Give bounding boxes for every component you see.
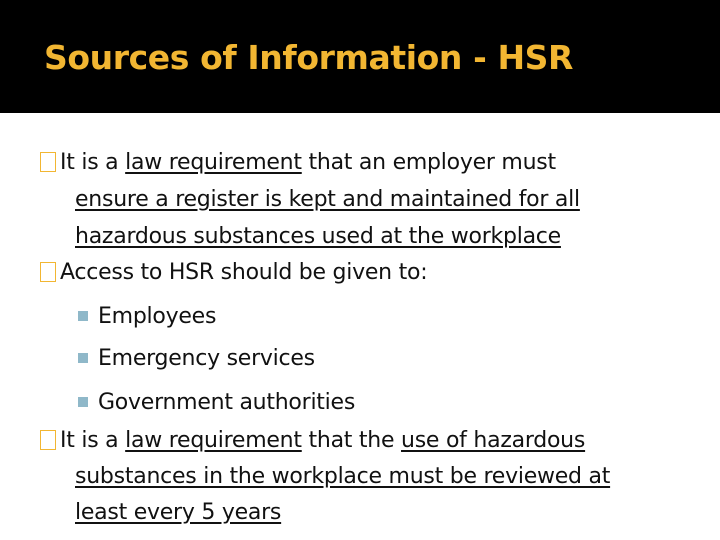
sub-item-label: Emergency services [98, 346, 315, 371]
bullet-box-icon [40, 430, 56, 450]
title-bar [0, 0, 720, 113]
underlined-text-run: ensure a register is kept and maintained for all [75, 187, 580, 212]
text-run: Access to HSR should be given to: [60, 260, 428, 285]
sub-item-emergency-services [78, 346, 315, 372]
bullet-1-line-2 [75, 187, 580, 213]
underlined-text-run: law requirement [125, 150, 302, 175]
underlined-text-run: law requirement [125, 428, 302, 453]
square-bullet-icon [78, 311, 88, 321]
underlined-text-run: hazardous substances used at the workplace [75, 224, 561, 249]
bullet-1-line-1 [40, 150, 556, 176]
bullet-3-line-1 [40, 428, 585, 454]
text-run: that an employer must [301, 150, 556, 175]
text-run: that the [301, 428, 402, 453]
bullet-2-line-1 [40, 260, 427, 286]
underlined-text-run: least every 5 years [75, 500, 282, 525]
text-run: It is a [60, 150, 126, 175]
bullet-box-icon [40, 152, 56, 172]
slide-title: Sources of Information - HSR [44, 38, 574, 77]
text-run: It is a [60, 428, 126, 453]
square-bullet-icon [78, 397, 88, 407]
sub-item-government-authorities [78, 390, 355, 416]
square-bullet-icon [78, 353, 88, 363]
underlined-text-run: substances in the workplace must be reviewed at [75, 464, 611, 489]
bullet-3-line-3 [75, 500, 281, 526]
sub-item-label: Government authorities [98, 390, 356, 415]
sub-item-employees [78, 304, 216, 330]
bullet-box-icon [40, 262, 56, 282]
bullet-1-line-3 [75, 224, 561, 250]
sub-item-label: Employees [98, 304, 217, 329]
bullet-3-line-2 [75, 464, 610, 490]
underlined-text-run: use of hazardous [401, 428, 586, 453]
